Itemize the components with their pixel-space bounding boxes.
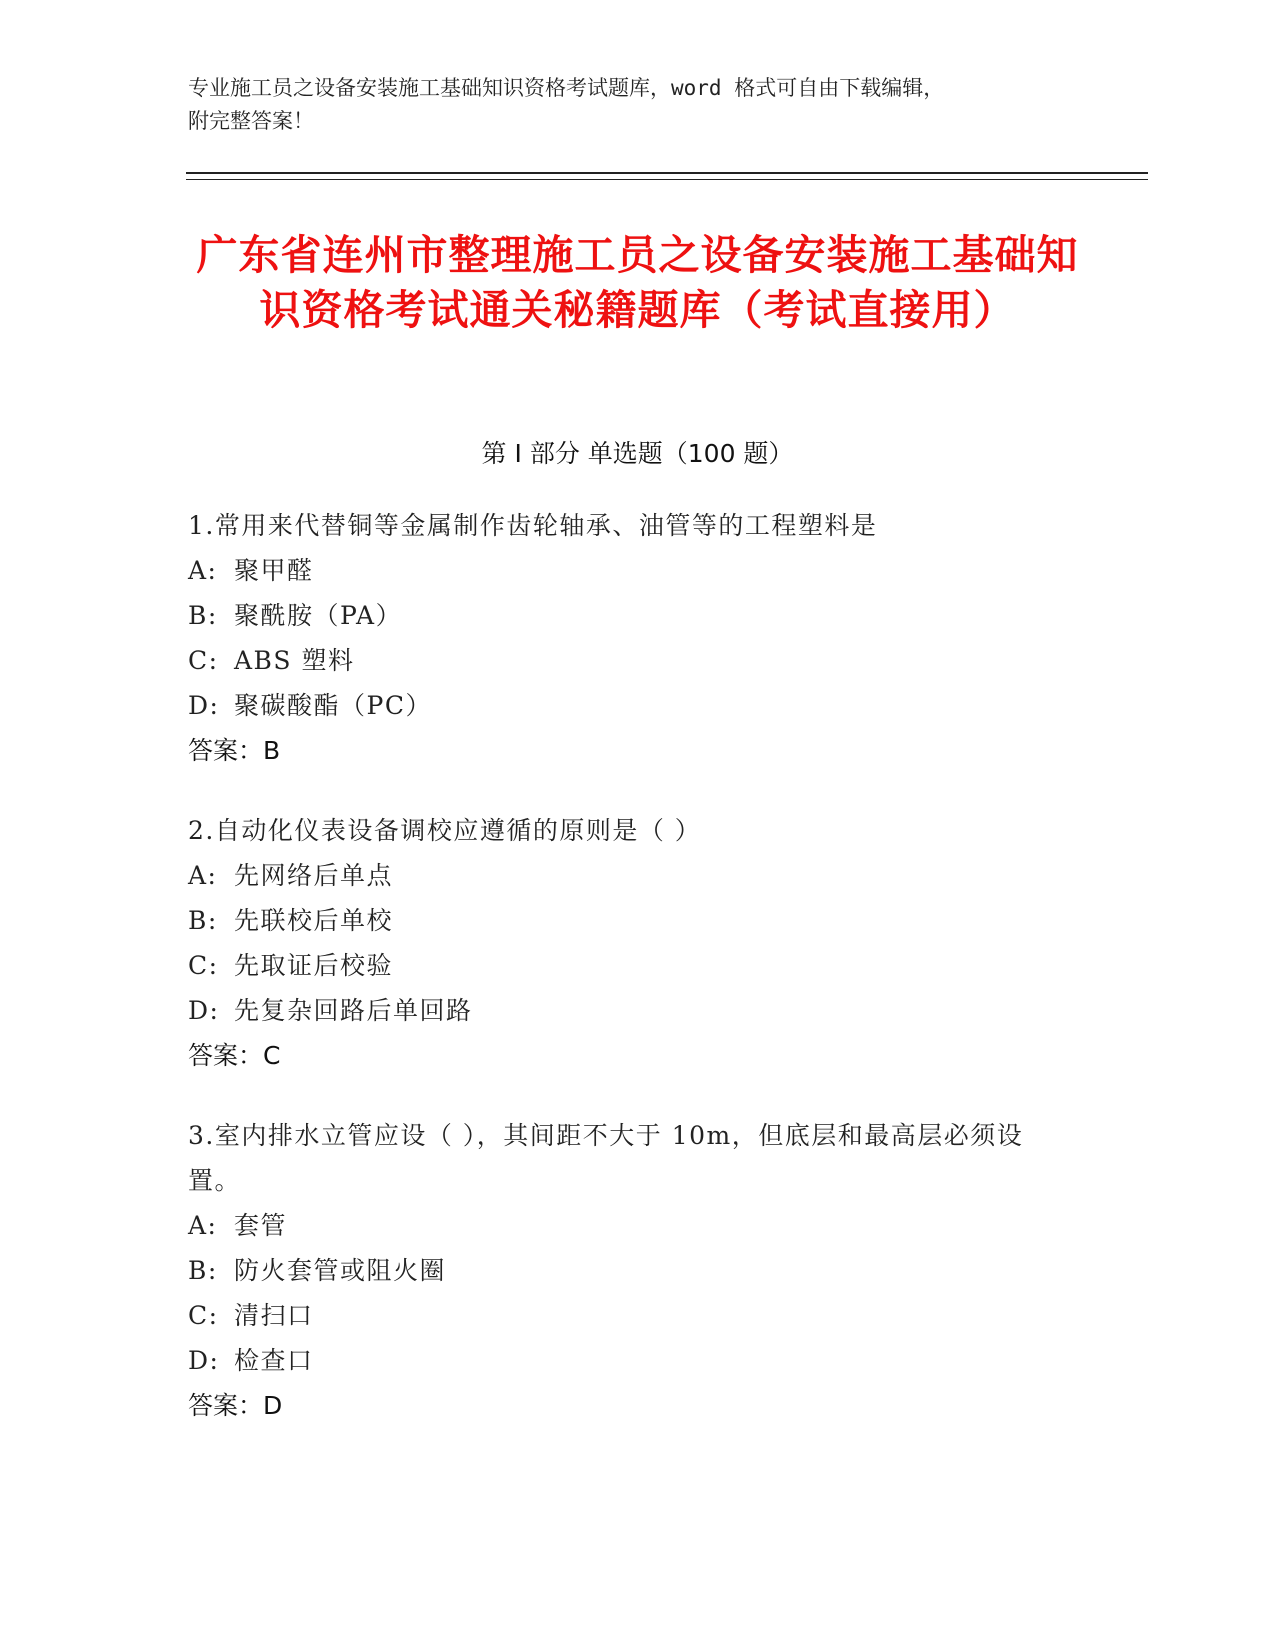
option-text: 聚甲醛 bbox=[234, 556, 314, 585]
option-label: D: bbox=[188, 691, 220, 720]
option-c bbox=[188, 638, 1068, 683]
option-text: 先联校后单校 bbox=[234, 906, 394, 935]
option-text: 聚酰胺（PA） bbox=[234, 601, 403, 630]
option-b bbox=[188, 1248, 1068, 1293]
option-a bbox=[188, 1203, 1068, 1248]
option-label: C: bbox=[188, 1301, 219, 1330]
answer-text: 答案：D bbox=[188, 1391, 283, 1420]
option-label: D: bbox=[188, 996, 220, 1025]
option-b bbox=[188, 593, 1068, 638]
option-label: D: bbox=[188, 1346, 220, 1375]
option-text: 套管 bbox=[234, 1211, 288, 1240]
option-d bbox=[188, 1338, 1068, 1383]
option-text: 防火套管或阻火圈 bbox=[234, 1256, 447, 1285]
answer-text: 答案：B bbox=[188, 736, 281, 765]
option-b bbox=[188, 898, 1068, 943]
option-text: 先取证后校验 bbox=[234, 951, 394, 980]
question-1 bbox=[188, 503, 1068, 773]
option-a bbox=[188, 853, 1068, 898]
option-label: C: bbox=[188, 646, 219, 675]
question-3 bbox=[188, 1113, 1068, 1428]
intro-line-1: 专业施工员之设备安装施工基础知识资格考试题库，word 格式可自由下载编辑， bbox=[188, 76, 945, 100]
question-2 bbox=[188, 808, 1068, 1078]
answer-text: 答案：C bbox=[188, 1041, 281, 1070]
option-text: 检查口 bbox=[234, 1346, 314, 1375]
option-text: 聚碳酸酯（PC） bbox=[234, 691, 432, 720]
option-c bbox=[188, 1293, 1068, 1338]
section-heading: 第 I 部分 单选题（100 题） bbox=[481, 439, 794, 468]
option-a bbox=[188, 548, 1068, 593]
option-label: A: bbox=[188, 861, 218, 890]
option-label: A: bbox=[188, 556, 218, 585]
option-label: B: bbox=[188, 601, 218, 630]
intro-text bbox=[188, 72, 1088, 138]
document-title: 广东省连州市整理施工员之设备安装施工基础知识资格考试通关秘籍题库（考试直接用） bbox=[196, 231, 1079, 334]
option-label: B: bbox=[188, 1256, 218, 1285]
option-label: A: bbox=[188, 1211, 218, 1240]
question-text: 1.常用来代替铜等金属制作齿轮轴承、油管等的工程塑料是 bbox=[188, 511, 878, 540]
option-text: 清扫口 bbox=[234, 1301, 314, 1330]
option-text: ABS 塑料 bbox=[234, 646, 355, 675]
option-d bbox=[188, 988, 1068, 1033]
option-d bbox=[188, 683, 1068, 728]
option-text: 先复杂回路后单回路 bbox=[234, 996, 473, 1025]
header-divider-thick bbox=[186, 172, 1148, 174]
question-text: 2.自动化仪表设备调校应遵循的原则是（ ） bbox=[188, 816, 702, 845]
option-text: 先网络后单点 bbox=[234, 861, 394, 890]
header-divider-thin bbox=[186, 179, 1148, 180]
option-label: C: bbox=[188, 951, 219, 980]
question-text: 3.室内排水立管应设（ ），其间距不大于 10m，但底层和最高层必须设置。 bbox=[188, 1121, 1024, 1195]
option-c bbox=[188, 943, 1068, 988]
intro-line-2: 附完整答案！ bbox=[188, 109, 314, 133]
option-label: B: bbox=[188, 906, 218, 935]
